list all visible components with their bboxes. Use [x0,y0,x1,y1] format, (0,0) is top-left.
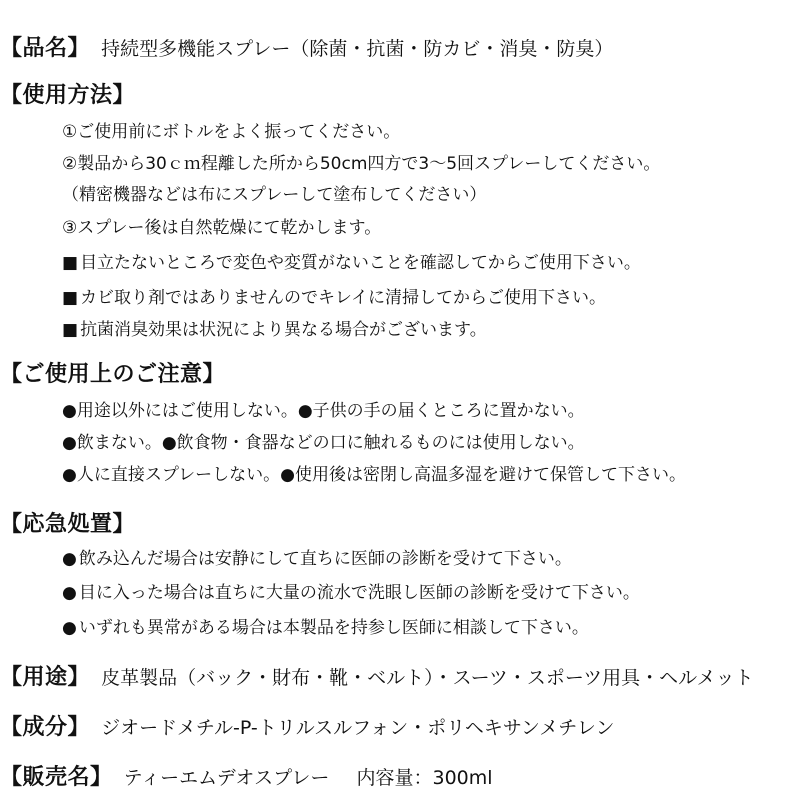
purpose-row [0,660,754,691]
usage-note-3 [62,315,487,340]
square-bullet-icon: ■ [62,253,79,273]
first-aid-line-1 [62,544,572,569]
ingredients-label: 【成分】 [0,715,91,740]
seller-value: ティーエムデオスプレー [123,767,330,789]
first-aid-line-3 [62,613,589,638]
usage-note-text: 抗菌消臭効果は状況により異なる場合がございます。 [80,320,487,340]
product-name-row [0,31,613,62]
precaution-line-3: ●人に直接スプレーしない。●使用後は密閉し高温多湿を避けて保管して下さい。 [62,465,686,485]
first-aid-line-2 [62,578,640,603]
square-bullet-icon: ■ [62,288,79,308]
square-bullet-icon: ■ [62,320,79,340]
seller-row [0,760,493,791]
ingredients-row [0,710,614,741]
usage-step-3: ③スプレー後は自然乾燥にて乾かします。 [62,218,382,238]
usage-step-1: ①ご使用前にボトルをよく振ってください。 [62,122,401,142]
precaution-line-1: ●用途以外にはご使用しない。●子供の手の届くところに置かない。 [62,401,585,421]
usage-note-text: 目立たないところで変色や変質がないことを確認してからご使用下さい。 [80,253,641,273]
usage-note-text: カビ取り剤ではありませんのでキレイに清掃してからご使用下さい。 [80,288,607,308]
circle-bullet-icon: ● [62,618,77,638]
purpose-value: 皮革製品（バック・財布・靴・ベルト）・スーツ・スポーツ用具・ヘルメット [101,667,754,689]
precaution-line-2: ●飲まない。●飲食物・食器などの口に触れるものには使用しない。 [62,433,585,453]
first-aid-text: 目に入った場合は直ちに大量の流水で洗眼し医師の診断を受けて下さい。 [78,583,640,603]
purpose-label: 【用途】 [0,665,91,690]
volume-value: 内容量：300ml [356,767,493,789]
circle-bullet-icon: ● [62,549,77,569]
usage-heading: 【使用方法】 [0,83,136,108]
precautions-heading: 【ご使用上のご注意】 [0,362,226,387]
first-aid-text: いずれも異常がある場合は本製品を持参し医師に相談して下さい。 [78,618,589,638]
first-aid-heading: 【応急処置】 [0,512,136,537]
first-aid-text: 飲み込んだ場合は安静にして直ちに医師の診断を受けて下さい。 [78,549,572,569]
seller-label: 【販売名】 [0,765,113,790]
ingredients-value: ジオードメチル-P-トリルスルフォン・ポリヘキサンメチレン [101,717,615,739]
usage-note-1 [62,248,641,273]
usage-step-2: ②製品から30ｃｍ程離した所から50cm四方で3～5回スプレーしてください。 [62,154,661,174]
circle-bullet-icon: ● [62,583,77,603]
usage-step-2-note: （精密機器などは布にスプレーして塗布してください） [62,185,487,205]
product-name-value: 持続型多機能スプレー（除菌・抗菌・防カビ・消臭・防臭） [101,38,614,60]
product-name-label: 【品名】 [0,36,91,61]
usage-note-2 [62,283,606,308]
